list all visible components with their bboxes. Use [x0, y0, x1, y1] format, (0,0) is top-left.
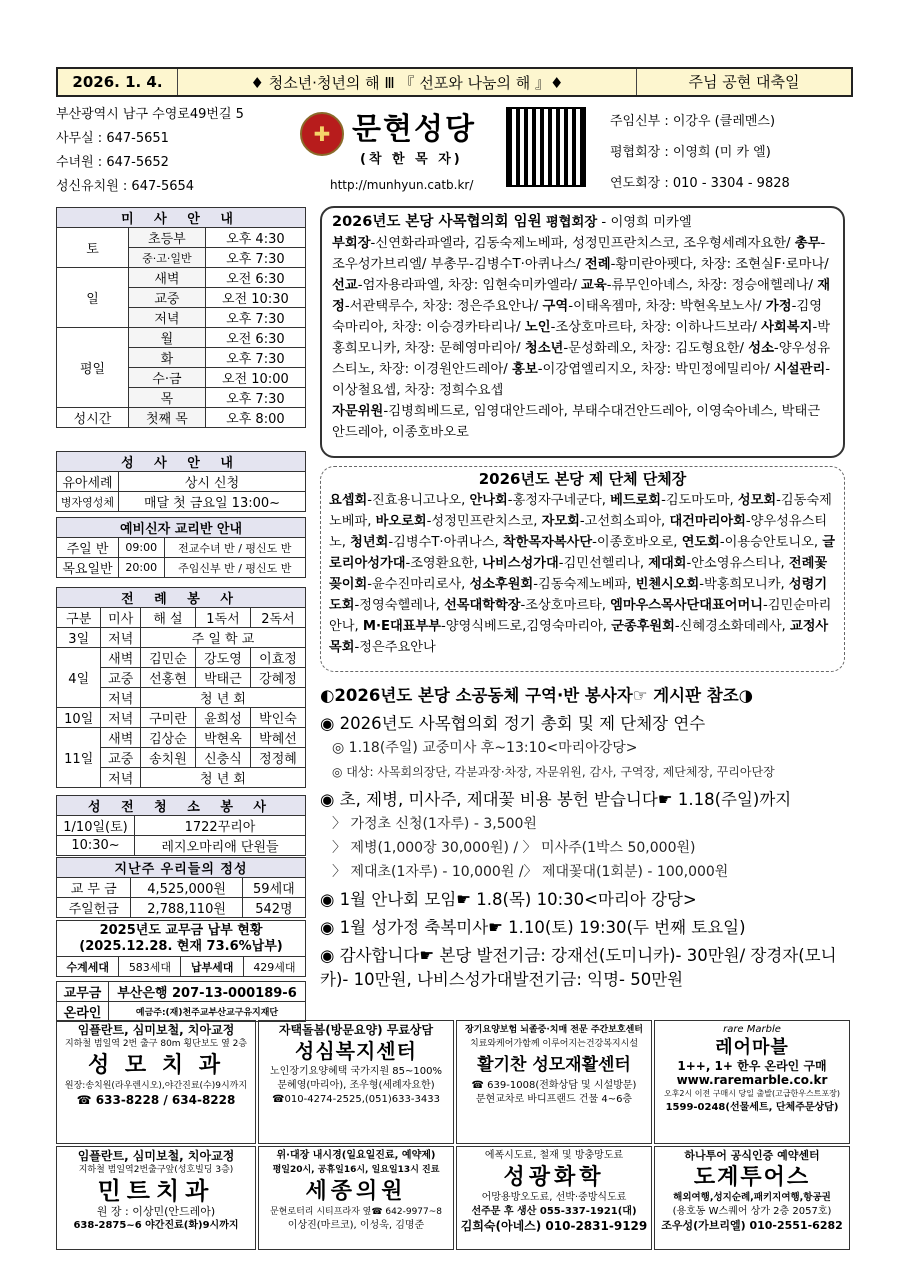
- groups-list: [329, 490, 836, 658]
- group-name: 요셉회: [329, 493, 368, 508]
- groups-box: [320, 466, 845, 672]
- group-name: 군종후원회: [611, 619, 675, 634]
- mass-row: 교중: [129, 288, 206, 308]
- cleaning-group: 1722꾸리아: [135, 816, 306, 836]
- mass-title: 미 사 안 내: [57, 208, 306, 228]
- ad-line: 원장:송치원(라우렌시오),야간진료(수)9시까지: [64, 1081, 248, 1091]
- ad-line: 에폭시도료, 철재 및 방충망도료: [484, 1150, 624, 1161]
- mass-time: 오전 10:00: [205, 368, 305, 388]
- group-name: 빈첸시오회: [635, 577, 700, 592]
- mass-schedule-table: [56, 207, 306, 428]
- officer-name: -황미란아펫다, 차장: 조현실F·로마나/: [610, 257, 829, 272]
- parish-url[interactable]: http://munhyun.catb.kr/: [330, 178, 474, 192]
- ad-line: 문혜영(마리아), 조우형(세례자요한): [277, 1080, 435, 1091]
- class-desc: 주임신부 반 / 평신도 반: [164, 558, 306, 578]
- notice-detail: ◎ 대상: 사목회의장단, 각분과장·차장, 자문위원, 감사, 구역장, 제단체장, 꾸리아단장: [332, 765, 775, 779]
- bank-label: 교무금: [57, 982, 109, 1002]
- header-contact: [56, 103, 244, 199]
- group-leader: -조영환요한,: [405, 556, 483, 571]
- offering-label: 교 무 금: [57, 878, 131, 898]
- notice-thanks: ◉ 감사합니다☛ 본당 발전기금: 강재선(도미니카)- 30만원/ 장경자(모니카)- 10만원, 나비스성가대발전기금: 익명- 50만원: [320, 946, 837, 989]
- mass-time: 오전 6:30: [205, 268, 305, 288]
- convent-phone: 수녀원 : 647-5652: [56, 155, 169, 170]
- dues-title-line: 2025년도 교무금 납부 현황: [99, 922, 263, 938]
- ad-line: 임플란트, 심미보철, 치아교정: [77, 1149, 235, 1163]
- officer-role: 가정: [765, 299, 792, 314]
- group-leader: -양우성유스티노,: [329, 514, 828, 550]
- liturgy-cell: 김상순: [140, 728, 195, 748]
- bank-label: 온라인: [57, 1002, 109, 1022]
- officer-role: 청소년: [524, 341, 564, 356]
- group-leader: -윤수진마리로사,: [367, 577, 470, 592]
- ad-phone: ☎ 633-8228 / 634-8228: [76, 1093, 236, 1107]
- liturgy-mass: 저녁: [101, 708, 141, 728]
- notice-family-mass: ◉ 1월 성가정 축복미사☛ 1.10(토) 19:30(두 번째 토요일): [320, 918, 746, 937]
- offering-title: 지난주 우리들의 정성: [57, 858, 306, 878]
- group-leader: -신혜경소화데레사,: [674, 619, 790, 634]
- mass-row: 중·고·일반: [129, 248, 206, 268]
- officer-name: -이태옥젬마, 차장: 박현옥보노사/: [568, 299, 766, 314]
- group-leader: -양영식베드로,김영숙마리아,: [440, 619, 612, 634]
- liturgy-cell: 선홍현: [140, 668, 195, 688]
- dues-table: [56, 920, 306, 977]
- mass-row: 월: [129, 328, 206, 348]
- ad-title: 성 모 치 과: [88, 1052, 224, 1078]
- offering-label: 주일헌금: [57, 898, 131, 918]
- ad-phone: 조우성(가브리엘) 010-2551-6282: [661, 1219, 843, 1232]
- ad-title: 활기찬 성모재활센터: [477, 1055, 631, 1075]
- bank-table: [56, 981, 306, 1022]
- officer-role: 재정: [332, 278, 831, 314]
- ad-line: 지하철 범일역 2번 출구 80m 횡단보도 옆 2층: [64, 1039, 248, 1049]
- liturgy-mass: 저녁: [101, 768, 141, 788]
- officer-name: -이상철요셉, 차장: 정희수요셉: [332, 362, 831, 398]
- officers-title: 2026년도 본당 사목협의회 임원: [332, 214, 542, 230]
- group-leader: -성정민프란치스코,: [426, 514, 542, 529]
- group-name: 성모회: [737, 493, 777, 508]
- ad-title: 민트치과: [97, 1176, 215, 1205]
- address: 부산광역시 남구 수영로49번길 5: [56, 107, 244, 122]
- notice-detail: 〉 제대초(1자루) - 10,000원 /〉 제대꽃대(1회분) - 100,000원: [332, 864, 729, 880]
- ad-url: www.raremarble.co.kr: [676, 1073, 828, 1087]
- group-leader: -안소영유스티나,: [686, 556, 789, 571]
- ad-line: 지하철 범일역2번출구앞(성호빌딩 3층): [78, 1165, 234, 1175]
- sacrament-label: 유아세례: [57, 472, 119, 492]
- officer-name: -조우성가브리엘/ 부총무-김병수T·아퀴나스/: [332, 236, 826, 272]
- sacrament-table: [56, 451, 306, 512]
- liturgy-day: 11일: [57, 728, 101, 788]
- ad-title: 성광화학: [503, 1164, 605, 1190]
- ad-phone: 김희숙(아네스) 010-2831-9129: [460, 1219, 648, 1233]
- feast-name: 주님 공현 대축일: [636, 69, 851, 95]
- liturgy-cell: 박인숙: [250, 708, 305, 728]
- liturgy-cell: 정정혜: [250, 748, 305, 768]
- ad-line: 오후2시 이전 구매시 당일 출발(고급한우스트포장): [663, 1089, 841, 1098]
- group-leader: -김동숙제노베파,: [533, 577, 636, 592]
- ad-phone: ☎ 639-1008(전화상담 및 시설방문): [471, 1080, 637, 1091]
- sun-label: 일: [57, 268, 129, 328]
- group-leader: -고선희소피아,: [579, 514, 670, 529]
- liturgy-cell: 김민순: [140, 648, 195, 668]
- officer-role: 평협회장: [545, 215, 598, 230]
- officer-role: 성소: [748, 341, 774, 356]
- liturgy-cell: 송치원: [140, 748, 195, 768]
- dues-value: 583세대: [119, 957, 181, 977]
- sacrament-label: 병자영성체: [57, 492, 119, 512]
- group-leader: -조상호마르타,: [520, 598, 611, 613]
- officer-name: -류무인아녜스, 차장: 정승애헬레나/: [606, 278, 818, 293]
- dues-value: 429세대: [243, 957, 305, 977]
- notice-offerings: ◉ 초, 제병, 미사주, 제대꽃 비용 봉헌 받습니다☛ 1.18(주일)까지: [320, 790, 792, 809]
- qr-code-icon[interactable]: [506, 107, 586, 187]
- mass-row: 저녁: [129, 308, 206, 328]
- group-name: 연도회: [681, 535, 720, 550]
- ad-line: 원 장 : 이상민(안드레아): [96, 1205, 216, 1218]
- mass-time: 오후 4:30: [205, 228, 305, 248]
- officer-role: 자문위원: [332, 404, 384, 419]
- officer-name: -조상호마르타, 차장: 이하나드보라/: [550, 320, 762, 335]
- parish-motto: (착 한 목 자): [360, 152, 463, 167]
- pastor: 주임신부 : 이강우 (클레멘스): [610, 114, 776, 129]
- mass-row: 초등부: [129, 228, 206, 248]
- liturgy-cell: 박태근: [195, 668, 250, 688]
- class-label: 목요일반: [57, 558, 119, 578]
- dues-label: 납부세대: [181, 957, 243, 977]
- group-leader: -이용승안토니오,: [719, 535, 823, 550]
- cleaning-time: 10:30~: [57, 836, 135, 856]
- group-name: M·E대표부부: [362, 619, 441, 634]
- ad-mint-dental[interactable]: [56, 1146, 256, 1250]
- mass-time: 오전 10:30: [205, 288, 305, 308]
- ad-line: 선주문 후 생산 055-337-1921(대): [471, 1206, 637, 1217]
- liturgy-group: 청 년 회: [140, 768, 305, 788]
- liturgy-group: 청 년 회: [140, 688, 305, 708]
- officer-name: -김병희베드로, 임영대안드레아, 부태수대건안드레아, 이영숙아녜스, 박태근안드레아, 이종호바오로: [332, 404, 821, 440]
- cleaning-table: [56, 795, 306, 856]
- group-name: 베드로회: [610, 493, 662, 508]
- group-leader: -정은주요안나: [354, 640, 436, 655]
- group-name: 글로리아성가대: [329, 535, 835, 571]
- ad-phone: 1599-0248(선물세트, 단체주문상담): [665, 1102, 839, 1113]
- liturgy-mass: 교중: [101, 668, 141, 688]
- group-leader: -박홍희모니카,: [699, 577, 789, 592]
- ad-title: 도계투어스: [693, 1164, 811, 1190]
- officer-name: - 이영희 미카엘: [597, 215, 692, 230]
- liturgy-cell: 박현옥: [195, 728, 250, 748]
- group-name: 성령기도회: [329, 577, 828, 613]
- ad-line: 해외여행,성지순례,패키지여행,항공권: [673, 1192, 831, 1203]
- ad-sejong-clinic[interactable]: [258, 1146, 454, 1250]
- liturgy-cell: 강혜정: [250, 668, 305, 688]
- officer-role: 노인: [524, 320, 551, 335]
- ad-title: 세종의원: [305, 1178, 407, 1204]
- offering-amount: 4,525,000원: [131, 878, 242, 898]
- officer-name: -박홍희모니카, 차장: 문혜영마리아/: [332, 320, 831, 356]
- cleaning-group: 레지오마리애 단원들: [135, 836, 306, 856]
- catechumen-title: 예비신자 교리반 안내: [57, 518, 306, 538]
- officer-role: 홍보: [512, 362, 538, 377]
- group-leader: -홍정자구네군다,: [507, 493, 611, 508]
- group-leader: -김도마도마,: [661, 493, 738, 508]
- liturgy-cell: 윤희성: [195, 708, 250, 728]
- liturgy-header: 미사: [101, 608, 141, 628]
- group-leader: -김민선헬리나,: [558, 556, 649, 571]
- ad-line: 임플란트, 심미보철, 치아교정: [77, 1023, 235, 1037]
- officer-role: 부회장: [332, 236, 371, 251]
- group-leader: -정영숙헬레나,: [354, 598, 445, 613]
- offering-table: [56, 857, 306, 918]
- mass-time: 오전 6:30: [205, 328, 305, 348]
- ad-line: 하나투어 공식인증 예약센터: [684, 1149, 820, 1162]
- notice-zone-volunteers: ◐2026년도 본당 소공동체 구역·반 봉사자☞ 게시판 참조◑: [320, 686, 754, 705]
- notice-detail: ◎ 1.18(주일) 교중미사 후~13:10<마리아강당>: [332, 740, 638, 756]
- council-head: 평협회장 : 이영희 (미 카 엘): [610, 145, 771, 160]
- liturgy-mass: 저녁: [101, 628, 141, 648]
- class-time: 20:00: [119, 558, 165, 578]
- ad-line: 평일20시, 공휴일16시, 일요일13시 진료: [272, 1165, 440, 1175]
- office-phone: 사무실 : 647-5651: [56, 131, 169, 146]
- group-name: 전례꽃꽂이회: [329, 556, 828, 592]
- ad-line: 이상진(마르코), 이성욱, 김명준: [287, 1220, 425, 1231]
- ad-line: 장기요양보험 뇌졸중·치매 전문 주간보호센터: [464, 1025, 643, 1035]
- ad-line: 문현로터리 시티프라자 옆☎ 642-9977~8: [269, 1207, 443, 1217]
- sat-label: 토: [57, 228, 129, 268]
- liturgy-cell: 구미란: [140, 708, 195, 728]
- cleaning-date: 1/10일(토): [57, 816, 135, 836]
- issue-date: 2026. 1. 4.: [58, 69, 178, 95]
- dues-rate: (2025.12.28. 현재 73.6%납부): [79, 938, 283, 954]
- liturgy-header: 1독서: [195, 608, 250, 628]
- mass-time: 오후 7:30: [205, 308, 305, 328]
- top-bar: [56, 67, 853, 97]
- liturgy-cell: 신충식: [195, 748, 250, 768]
- ad-line: 위·대장 내시경(일요일진료, 예약제): [276, 1150, 436, 1161]
- group-leader: -이종호바오로,: [592, 535, 682, 550]
- bank-holder: 예금주:(재)천주교부산교구유지재단: [109, 1002, 306, 1022]
- offering-amount: 2,788,110원: [131, 898, 242, 918]
- officer-role: 총무: [794, 236, 821, 251]
- cleaning-title: 성 전 청 소 봉 사: [57, 796, 306, 816]
- catechumen-table: [56, 517, 306, 578]
- officer-name: -문성화레오, 차장: 김도형요한/: [563, 341, 749, 356]
- officer-role: 전례: [584, 257, 611, 272]
- officer-name: -엄자용라파엘, 차장: 임현숙미카엘라/: [357, 278, 582, 293]
- ad-seongmo-dental[interactable]: [56, 1020, 256, 1144]
- officers-list: [332, 233, 833, 401]
- liturgy-group: 주 일 학 교: [140, 628, 305, 648]
- ad-seongsim-welfare[interactable]: [258, 1020, 454, 1144]
- officer-name: -김영숙마리아, 차장: 이승경카타리나/: [332, 299, 823, 335]
- officer-role: 시설관리: [773, 362, 826, 377]
- group-leader: -진효용니고나오,: [367, 493, 470, 508]
- notice-detail: 〉 가정초 신청(1자루) - 3,500원: [332, 816, 537, 832]
- liturgy-day: 4일: [57, 648, 101, 708]
- ad-raremarble[interactable]: [654, 1020, 850, 1144]
- group-leader: -김민순마리안나,: [329, 598, 832, 634]
- officer-role: 구역: [542, 299, 569, 314]
- liturgy-table: [56, 587, 306, 788]
- sacrament-value: 매달 첫 금요일 13:00~: [119, 492, 306, 512]
- offering-count: 542명: [242, 898, 305, 918]
- group-leader: -김병수T·아퀴나스,: [388, 535, 503, 550]
- mass-time: 오후 7:30: [205, 388, 305, 408]
- group-name: 나비스성가대: [482, 556, 559, 571]
- ad-line: 1++, 1+ 한우 온라인 구매: [677, 1059, 827, 1073]
- parish-logo-icon: ✚: [300, 112, 344, 156]
- mass-row: 새벽: [129, 268, 206, 288]
- mass-time: 오후 7:30: [205, 348, 305, 368]
- group-name: 안나회: [469, 493, 508, 508]
- ad-phone: 638-2875~6 야간진료(화)9시까지: [73, 1220, 239, 1231]
- mass-row: 화: [129, 348, 206, 368]
- holy-hour-time: 오후 8:00: [205, 408, 305, 428]
- liturgy-mass: 새벽: [101, 728, 141, 748]
- ad-line: 어망용방오도료, 선박·중방식도료: [481, 1192, 627, 1203]
- ad-dogye-tours[interactable]: [654, 1146, 850, 1250]
- parish-name: 문현성당: [352, 112, 476, 147]
- dues-title: [57, 921, 306, 957]
- dues-label: 수계세대: [57, 957, 119, 977]
- liturgy-cell: 이효정: [250, 648, 305, 668]
- liturgy-cell: 강도영: [195, 648, 250, 668]
- contact-phone: 연도회장 : 010 - 3304 - 9828: [610, 176, 790, 191]
- weekday-label: 평일: [57, 328, 129, 408]
- sacrament-title: 성 사 안 내: [57, 452, 306, 472]
- notice-detail: 〉 제병(1,000장 30,000원) / 〉 미사주(1박스 50,000원): [332, 840, 696, 856]
- ad-line: 문현교차로 바디프랜드 건물 4~6층: [475, 1094, 633, 1105]
- offering-count: 59세대: [242, 878, 305, 898]
- group-name: 착한목자복사단: [502, 535, 593, 550]
- notice-anna-meeting: ◉ 1월 안나회 모임☛ 1.8(목) 10:30<마리아 강당>: [320, 890, 697, 909]
- officer-name: -서관택루수, 차장: 정은주요안나/: [344, 299, 543, 314]
- ad-line: 노인장기요양혜택 국가지원 85~100%: [270, 1066, 442, 1077]
- header-clergy: [610, 106, 790, 199]
- liturgy-mass: 저녁: [101, 688, 141, 708]
- group-name: 자모회: [541, 514, 580, 529]
- group-name: 교정사목회: [329, 619, 829, 655]
- mass-time: 오후 7:30: [205, 248, 305, 268]
- group-leader: -김동숙제노베파,: [329, 493, 832, 529]
- holy-hour-day: 첫째 목: [129, 408, 206, 428]
- ad-line: (용호동 W스퀘어 상가 2층 2057호): [672, 1206, 832, 1217]
- group-name: 청년회: [350, 535, 389, 550]
- liturgy-day: 3일: [57, 628, 101, 648]
- liturgy-day: 10일: [57, 708, 101, 728]
- officers-box: [320, 206, 845, 458]
- group-name: 바오로회: [375, 514, 427, 529]
- ad-seonggwang-chem[interactable]: [456, 1146, 652, 1250]
- liturgy-header: 해 설: [140, 608, 195, 628]
- holy-hour-label: 성시간: [57, 408, 129, 428]
- year-theme: ♦ 청소년·청년의 해 Ⅲ 『 선포와 나눔의 해 』♦: [250, 73, 564, 92]
- liturgy-header: 구분: [57, 608, 101, 628]
- ad-seongmo-rehab[interactable]: [456, 1020, 652, 1144]
- group-name: 성소후원회: [469, 577, 534, 592]
- class-desc: 전교수녀 반 / 평신도 반: [164, 538, 306, 558]
- officer-role: 교육: [581, 278, 607, 293]
- liturgy-cell: 박혜선: [250, 728, 305, 748]
- class-label: 주일 반: [57, 538, 119, 558]
- class-time: 09:00: [119, 538, 165, 558]
- mass-row: 수·금: [129, 368, 206, 388]
- sacrament-value: 상시 신청: [119, 472, 306, 492]
- notice-council-meeting: ◉ 2026년도 사목협의회 정기 총회 및 제 단체장 연수: [320, 714, 706, 733]
- ad-line: 치료와케어가함께 이루어지는건강복지시설: [469, 1039, 639, 1049]
- ad-line: rare Marble: [723, 1024, 781, 1035]
- officer-name: -이강엽엘리지오, 차장: 박민정에밀리아/: [537, 362, 774, 377]
- ad-phone: ☎010-4274-2525,(051)633-3433: [272, 1094, 440, 1105]
- group-name: 제대회: [648, 556, 687, 571]
- liturgy-title: 전 례 봉 사: [57, 588, 306, 608]
- groups-title: 2026년도 본당 제 단체 단체장: [478, 470, 687, 488]
- group-name: 대건마리아회: [669, 514, 746, 529]
- officer-role: 선교: [332, 278, 358, 293]
- liturgy-header: 2독서: [250, 608, 305, 628]
- liturgy-mass: 새벽: [101, 648, 141, 668]
- ad-title: 레어마블: [715, 1037, 789, 1058]
- officer-name: -신연화라파엘라, 김동숙제노베파, 성정민프란치스코, 조우형세례자요한/: [370, 236, 795, 251]
- bank-account: 부산은행 207-13-000189-6: [109, 982, 306, 1002]
- ad-line: 자택돌봄(방문요양) 무료상담: [278, 1023, 434, 1037]
- ad-title: 성심복지센터: [295, 1039, 417, 1063]
- mass-row: 목: [129, 388, 206, 408]
- kinder-phone: 성신유치원 : 647-5654: [56, 179, 195, 194]
- notices: [320, 684, 850, 992]
- liturgy-mass: 교중: [101, 748, 141, 768]
- group-name: 엠마우스목사단대표어머니: [610, 598, 763, 613]
- group-name: 선목대학학장: [444, 598, 521, 613]
- officer-name: -양우성유스티노, 차장: 이경원안드레아/: [332, 341, 831, 377]
- officer-role: 사회복지: [761, 320, 813, 335]
